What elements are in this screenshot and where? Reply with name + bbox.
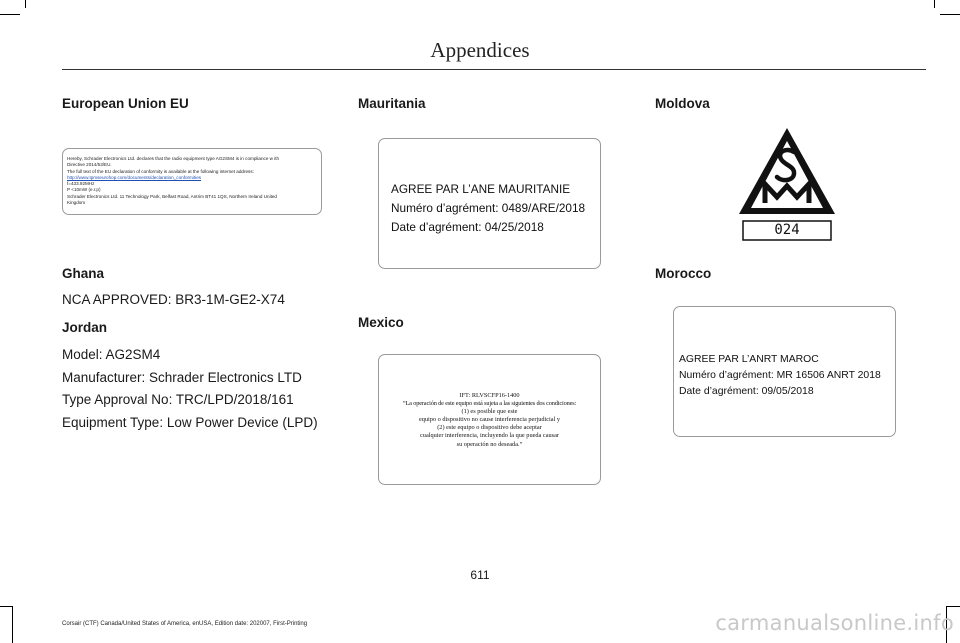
- crop-mark: [12, 606, 13, 643]
- ghana-approval-text: NCA APPROVED: BR3-1M-GE2-X74: [62, 292, 285, 307]
- eu-declaration-box: [62, 148, 322, 215]
- crop-mark: [940, 14, 960, 15]
- eu-line: Hereby, Schrader Electronics Ltd. declares that the radio equipment type AG2SM4 is in compliance w ith: [67, 156, 280, 161]
- mexico-label-text: [379, 392, 600, 449]
- eu-line: Kingdom: [67, 200, 86, 206]
- mexico-condition-line: (2) este equipo o dispositivo debe aceptar: [437, 424, 542, 432]
- morocco-label-text: [679, 352, 881, 400]
- jordan-model: Model: AG2SM4: [62, 347, 161, 362]
- mauritania-number-line: Numéro d’agrément: 0489/ARE/2018: [391, 201, 586, 215]
- moldova-conformity-mark: [734, 122, 840, 244]
- mexico-condition-line: (1) es posible que este: [461, 408, 518, 416]
- mexico-condition-line: “La operación de este equipo está sujeta a las siguientes dos condiciones:: [402, 400, 577, 408]
- jordan-manufacturer: Manufacturer: Schrader Electronics LTD: [62, 370, 302, 385]
- eu-declaration-text: [67, 156, 279, 206]
- ghana-heading: Ghana: [62, 266, 105, 281]
- mauritania-date-line: Date d’agrément: 04/25/2018: [391, 220, 544, 234]
- morocco-agree-line: AGREE PAR L’ANRT MAROC: [679, 354, 819, 365]
- eu-line: Directive 2014/53/EU.: [67, 162, 112, 168]
- page-number: 611: [470, 568, 490, 582]
- mexico-condition-line: cualquier interferencia, incluyendo la que pueda causar: [420, 432, 559, 440]
- morocco-date-line: Date d’agrément: 09/05/2018: [679, 386, 814, 397]
- crop-mark: [0, 606, 12, 607]
- mexico-heading: Mexico: [358, 315, 404, 330]
- mexico-condition-line: su operación no deseada.”: [456, 440, 523, 448]
- jordan-type-approval: Type Approval No: TRC/LPD/2018/161: [62, 392, 294, 407]
- eu-line: The full text of the EU declaration of conformity is available at the following internet address:: [67, 168, 254, 174]
- crop-mark: [25, 0, 26, 8]
- crop-mark: [0, 14, 20, 15]
- header-divider: [62, 69, 926, 70]
- mexico-ift-line: IFT: RLVSCFP16-1400: [459, 392, 520, 399]
- crop-mark: [946, 606, 960, 607]
- eu-line: f=433.92MHz: [67, 181, 95, 187]
- morocco-label-box: [673, 306, 896, 437]
- eu-line: Schrader Electronics Ltd. 11 Technology Park, Belfast Road, Antrim BT41 1QS, Northern Ireland United: [67, 193, 277, 199]
- mexico-label-box: [378, 354, 601, 485]
- eu-declaration-link[interactable]: http://www.tpmseurohop.com/documents/declaration_conformities: [67, 174, 202, 180]
- moldova-mark-number: 024: [774, 222, 800, 238]
- jordan-equipment-type: Equipment Type: Low Power Device (LPD): [62, 415, 318, 430]
- mauritania-label-text: [391, 180, 585, 237]
- edition-footer: Corsair (CTF) Canada/United States of America, enUSA, Edition date: 202007, First-Printing: [62, 621, 308, 627]
- watermark: carmanualsonline.info: [715, 611, 954, 635]
- morocco-number-line: Numéro d’agrément: MR 16506 ANRT 2018: [679, 370, 881, 381]
- eu-line: P <10mW (e.r.p): [67, 187, 101, 193]
- crop-mark: [934, 0, 935, 8]
- eu-heading: European Union EU: [62, 96, 189, 111]
- mauritania-label-box: [378, 138, 601, 269]
- page-title: Appendices: [430, 38, 530, 62]
- mauritania-heading: Mauritania: [358, 96, 426, 111]
- mexico-condition-line: equipo o dispositivo no cause interferencia perjudicial y: [418, 416, 561, 424]
- mauritania-agree-line: AGREE PAR L’ANE MAURITANIE: [391, 182, 571, 196]
- morocco-heading: Morocco: [655, 266, 712, 281]
- jordan-heading: Jordan: [62, 320, 108, 335]
- moldova-heading: Moldova: [655, 96, 710, 111]
